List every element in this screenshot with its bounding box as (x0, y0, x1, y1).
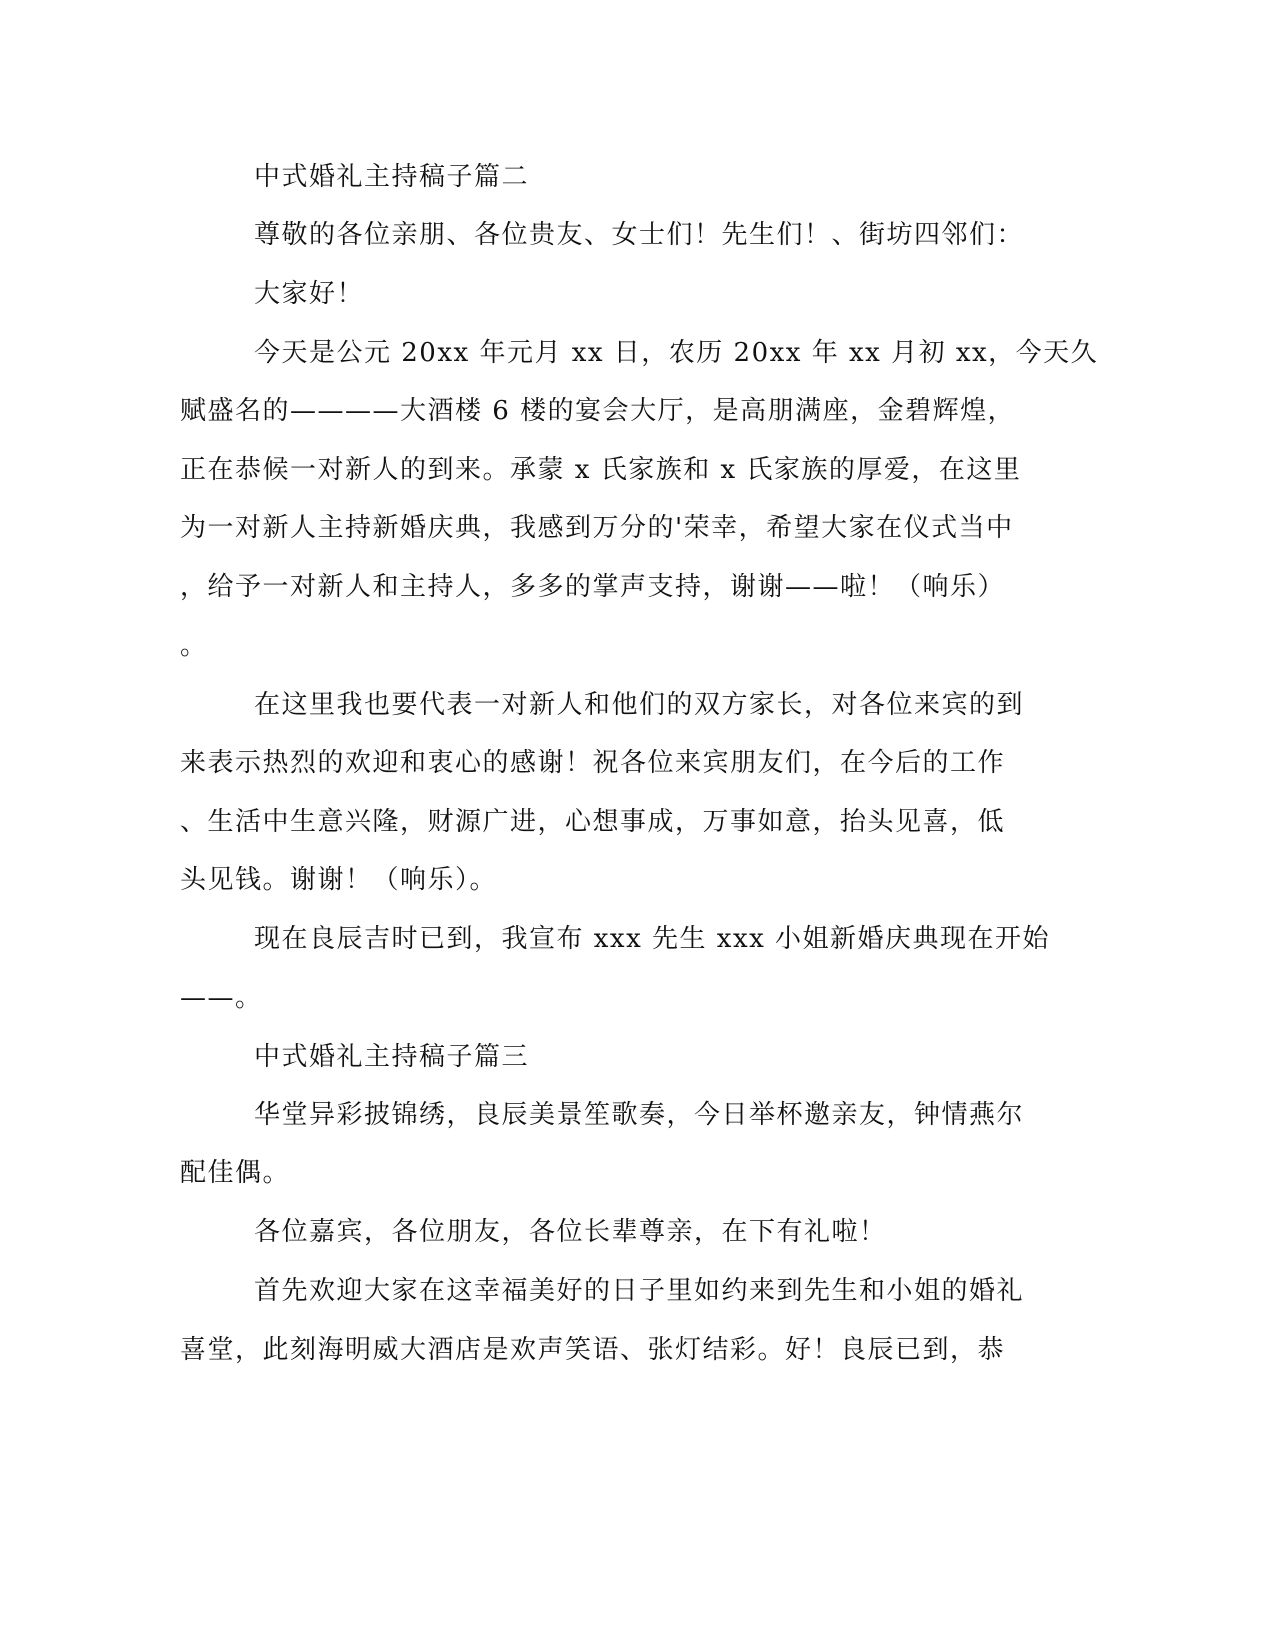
paragraph-line: 来表示热烈的欢迎和衷心的感谢！祝各位来宾朋友们，在今后的工作 (180, 748, 1006, 778)
paragraph-line: 配佳偶。 (180, 1158, 291, 1188)
salutation-line: 尊敬的各位亲朋、各位贵友、女士们！先生们！、街坊四邻们： (254, 220, 1025, 250)
paragraph-line: 今天是公元 20xx 年元月 xx 日，农历 20xx 年 xx 月初 xx，今天久 (254, 338, 1099, 368)
paragraph-line: 首先欢迎大家在这幸福美好的日子里如约来到先生和小姐的婚礼 (254, 1276, 1025, 1306)
paragraph-line: 正在恭候一对新人的到来。承蒙 x 氏家族和 x 氏家族的厚爱，在这里 (180, 455, 1022, 485)
paragraph-line: ——。 (180, 983, 263, 1013)
paragraph-line: ，给予一对新人和主持人，多多的掌声支持，谢谢——啦！（响乐） (180, 572, 1006, 602)
paragraph-line: 华堂异彩披锦绣，良辰美景笙歌奏，今日举杯邀亲友，钟情燕尔 (254, 1100, 1025, 1130)
paragraph-line: 喜堂，此刻海明威大酒店是欢声笑语、张灯结彩。好！良辰已到，恭 (180, 1335, 1006, 1365)
greeting-line: 大家好！ (254, 279, 365, 309)
paragraph-line: 、生活中生意兴隆，财源广进，心想事成，万事如意，抬头见喜，低 (180, 807, 1006, 837)
paragraph-line: 头见钱。谢谢！（响乐）。 (180, 865, 498, 895)
section-heading-2: 中式婚礼主持稿子篇二 (254, 162, 530, 192)
paragraph-line: 赋盛名的————大酒楼 6 楼的宴会大厅，是高朋满座，金碧辉煌， (180, 396, 1016, 426)
paragraph-line: 为一对新人主持新婚庆典，我感到万分的'荣幸，希望大家在仪式当中 (180, 513, 1014, 543)
paragraph-line: 现在良辰吉时已到，我宣布 xxx 先生 xxx 小姐新婚庆典现在开始 (254, 924, 1051, 954)
paragraph-line: 各位嘉宾，各位朋友，各位长辈尊亲，在下有礼啦！ (254, 1217, 887, 1247)
paragraph-line: 。 (180, 631, 208, 661)
section-heading-3: 中式婚礼主持稿子篇三 (254, 1042, 530, 1072)
paragraph-line: 在这里我也要代表一对新人和他们的双方家长，对各位来宾的到 (254, 690, 1025, 720)
